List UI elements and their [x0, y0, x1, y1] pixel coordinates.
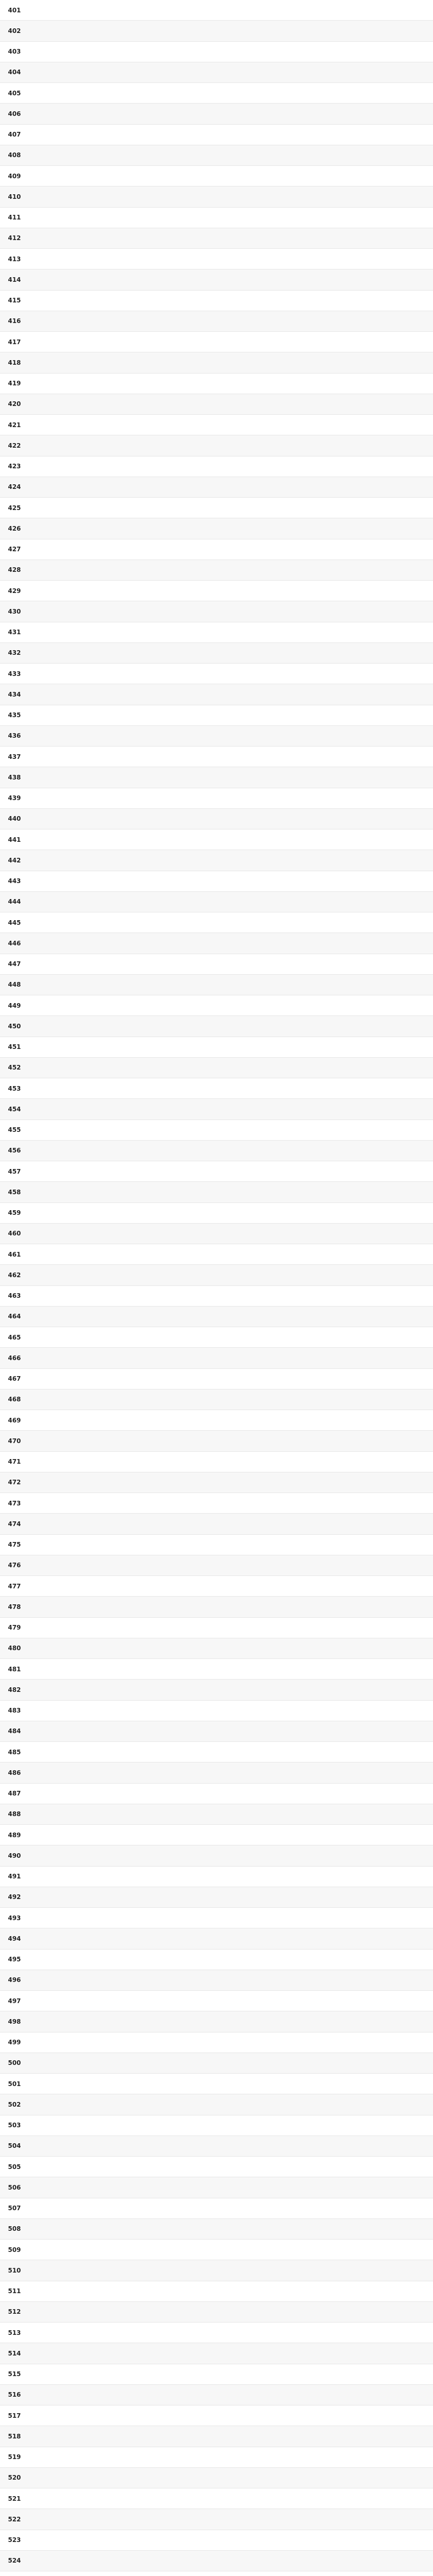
table-row — [0, 2468, 433, 2488]
rank-cell: 505 — [8, 2163, 21, 2171]
table-row — [0, 1369, 433, 1389]
table-row — [0, 2364, 433, 2385]
rank-cell: 418 — [8, 359, 21, 366]
rank-cell: 404 — [8, 69, 21, 76]
rank-cell: 436 — [8, 732, 21, 740]
rank-cell: 442 — [8, 856, 21, 864]
table-row — [0, 1203, 433, 1224]
rank-cell: 485 — [8, 1748, 21, 1756]
table-row — [0, 83, 433, 104]
rank-cell: 508 — [8, 2225, 21, 2233]
rank-cell: 421 — [8, 421, 21, 429]
rank-cell: 432 — [8, 649, 21, 657]
rank-cell: 426 — [8, 524, 21, 532]
rank-cell: 403 — [8, 48, 21, 56]
table-row — [0, 2385, 433, 2405]
rank-cell: 476 — [8, 1562, 21, 1569]
rank-cell: 515 — [8, 2370, 21, 2378]
rank-cell: 495 — [8, 1956, 21, 1963]
rank-cell: 482 — [8, 1686, 21, 1693]
rank-cell: 484 — [8, 1727, 21, 1735]
table-row — [0, 1099, 433, 1120]
rank-cell: 517 — [8, 2412, 21, 2419]
table-row — [0, 871, 433, 892]
table-row — [0, 1762, 433, 1783]
table-row — [0, 1721, 433, 1742]
table-row — [0, 166, 433, 187]
table-row — [0, 2302, 433, 2323]
table-row — [0, 912, 433, 933]
table-row — [0, 1950, 433, 1970]
rank-cell: 466 — [8, 1354, 21, 1362]
table-row — [0, 829, 433, 850]
table-row — [0, 1327, 433, 1348]
rank-cell: 487 — [8, 1790, 21, 1798]
rank-cell: 524 — [8, 2557, 21, 2565]
table-row — [0, 1307, 433, 1327]
table-row — [0, 1555, 433, 1576]
table-row — [0, 1452, 433, 1472]
rank-cell: 509 — [8, 2246, 21, 2253]
table-row — [0, 1659, 433, 1680]
rank-cell: 449 — [8, 1002, 21, 1009]
table-row — [0, 62, 433, 83]
table-row — [0, 291, 433, 311]
table-row — [0, 269, 433, 290]
rank-cell: 521 — [8, 2495, 21, 2502]
table-row — [0, 581, 433, 601]
rank-cell: 493 — [8, 1914, 21, 1922]
table-row — [0, 228, 433, 249]
rank-cell: 430 — [8, 607, 21, 615]
table-row — [0, 2551, 433, 2571]
table-row — [0, 995, 433, 1016]
rank-cell: 500 — [8, 2059, 21, 2067]
rank-cell: 491 — [8, 1873, 21, 1880]
table-row — [0, 1078, 433, 1099]
table-row — [0, 352, 433, 373]
table-row — [0, 1141, 433, 1161]
rank-cell: 477 — [8, 1582, 21, 1590]
rank-cell: 461 — [8, 1250, 21, 1258]
rank-cell: 417 — [8, 338, 21, 346]
rank-cell: 519 — [8, 2453, 21, 2461]
table-row — [0, 747, 433, 767]
table-row — [0, 2198, 433, 2219]
rank-cell: 451 — [8, 1043, 21, 1051]
rank-cell: 419 — [8, 380, 21, 387]
table-row — [0, 477, 433, 498]
rank-cell: 410 — [8, 193, 21, 200]
table-row — [0, 1991, 433, 2011]
rank-cell: 433 — [8, 670, 21, 677]
rank-cell: 520 — [8, 2474, 21, 2482]
table-row — [0, 1845, 433, 1866]
table-row — [0, 2509, 433, 2530]
rank-cell: 468 — [8, 1396, 21, 1403]
table-row — [0, 2032, 433, 2053]
rank-cell: 506 — [8, 2183, 21, 2191]
table-row — [0, 2177, 433, 2198]
rank-cell: 483 — [8, 1707, 21, 1715]
rank-cell: 438 — [8, 773, 21, 781]
rank-cell: 412 — [8, 234, 21, 242]
rank-cell: 450 — [8, 1022, 21, 1030]
rank-cell: 413 — [8, 255, 21, 263]
table-row — [0, 2136, 433, 2157]
table-row — [0, 332, 433, 352]
table-row — [0, 456, 433, 477]
rank-cell: 471 — [8, 1458, 21, 1466]
table-row — [0, 1431, 433, 1451]
rank-cell: 452 — [8, 1064, 21, 1072]
table-row — [0, 1701, 433, 1721]
table-row — [0, 2488, 433, 2509]
table-row — [0, 374, 433, 394]
table-row — [0, 664, 433, 684]
table-row — [0, 21, 433, 41]
rank-cell: 502 — [8, 2100, 21, 2108]
table-row — [0, 1016, 433, 1037]
rank-cell: 408 — [8, 151, 21, 159]
rank-cell: 497 — [8, 1997, 21, 2005]
table-row — [0, 1244, 433, 1265]
rank-cell: 512 — [8, 2308, 21, 2316]
rank-cell: 479 — [8, 1624, 21, 1632]
rank-cell: 474 — [8, 1520, 21, 1528]
table-row — [0, 145, 433, 166]
table-row — [0, 1597, 433, 1617]
rank-cell: 467 — [8, 1375, 21, 1383]
table-row — [0, 2094, 433, 2115]
table-row — [0, 643, 433, 664]
rank-cell: 516 — [8, 2391, 21, 2399]
rank-cell: 465 — [8, 1333, 21, 1341]
rank-cell: 501 — [8, 2080, 21, 2088]
table-row — [0, 1928, 433, 1949]
table-row — [0, 1804, 433, 1825]
rank-cell: 428 — [8, 566, 21, 574]
rank-cell: 518 — [8, 2432, 21, 2440]
table-row — [0, 622, 433, 643]
rank-cell: 423 — [8, 463, 21, 470]
table-row — [0, 498, 433, 518]
rank-cell: 454 — [8, 1105, 21, 1113]
rank-cell: 444 — [8, 898, 21, 906]
table-row — [0, 187, 433, 207]
rank-cell: 427 — [8, 546, 21, 553]
table-row — [0, 954, 433, 975]
rank-cell: 478 — [8, 1603, 21, 1611]
table-row — [0, 1265, 433, 1285]
rank-cell: 470 — [8, 1437, 21, 1445]
rank-cell: 492 — [8, 1893, 21, 1901]
table-row — [0, 1514, 433, 1534]
table-row — [0, 2426, 433, 2447]
table-row — [0, 892, 433, 912]
table-row — [0, 1389, 433, 1410]
table-row — [0, 2447, 433, 2468]
table-row — [0, 42, 433, 62]
rank-cell: 472 — [8, 1479, 21, 1486]
rank-cell: 425 — [8, 504, 21, 512]
rank-cell: 498 — [8, 2018, 21, 2025]
rank-cell: 523 — [8, 2536, 21, 2544]
rank-cell: 514 — [8, 2349, 21, 2357]
rank-cell: 424 — [8, 483, 21, 491]
table-row — [0, 933, 433, 954]
rank-cell: 499 — [8, 2039, 21, 2046]
table-row — [0, 1825, 433, 1845]
table-row — [0, 1887, 433, 1908]
rank-cell: 445 — [8, 919, 21, 926]
table-row — [0, 601, 433, 622]
rank-cell: 469 — [8, 1416, 21, 1424]
rank-cell: 409 — [8, 172, 21, 180]
table-row — [0, 788, 433, 809]
table-row — [0, 850, 433, 871]
table-row — [0, 2343, 433, 2364]
table-row — [0, 518, 433, 539]
table-row — [0, 2074, 433, 2094]
rank-cell: 431 — [8, 629, 21, 636]
table-row — [0, 2281, 433, 2302]
rank-cell: 459 — [8, 1209, 21, 1217]
rank-cell: 522 — [8, 2515, 21, 2523]
rank-cell: 415 — [8, 297, 21, 304]
rank-cell: 406 — [8, 110, 21, 117]
rank-cell: 407 — [8, 131, 21, 139]
table-row — [0, 2323, 433, 2343]
table-row — [0, 2571, 433, 2576]
rank-cell: 513 — [8, 2329, 21, 2336]
table-row — [0, 1224, 433, 1244]
table-row — [0, 0, 433, 21]
table-row — [0, 1058, 433, 1078]
rank-cell: 435 — [8, 711, 21, 719]
table-row — [0, 394, 433, 415]
table-row — [0, 560, 433, 581]
rank-cell: 507 — [8, 2205, 21, 2212]
rank-cell: 457 — [8, 1167, 21, 1175]
table-row — [0, 1576, 433, 1597]
table-row — [0, 415, 433, 435]
table-row — [0, 975, 433, 995]
table-row — [0, 249, 433, 269]
rank-cell: 401 — [8, 6, 21, 14]
rank-cell: 420 — [8, 400, 21, 408]
table-row — [0, 2157, 433, 2177]
table-row — [0, 311, 433, 332]
rank-cell: 462 — [8, 1271, 21, 1279]
table-row — [0, 1970, 433, 1991]
rank-cell: 416 — [8, 317, 21, 325]
rank-cell: 488 — [8, 1810, 21, 1818]
rank-cell: 405 — [8, 89, 21, 97]
rank-cell: 439 — [8, 794, 21, 802]
rank-cell: 456 — [8, 1147, 21, 1155]
rank-cell: 460 — [8, 1230, 21, 1238]
table-row — [0, 726, 433, 747]
rank-cell: 446 — [8, 939, 21, 947]
rank-cell: 510 — [8, 2266, 21, 2274]
table-row — [0, 1286, 433, 1307]
rank-cell: 411 — [8, 214, 21, 222]
rank-cell: 402 — [8, 27, 21, 35]
rank-cell: 475 — [8, 1541, 21, 1549]
table-row — [0, 1908, 433, 1928]
rank-cell: 480 — [8, 1645, 21, 1652]
rank-cell: 490 — [8, 1852, 21, 1859]
rank-cell: 489 — [8, 1831, 21, 1839]
table-row — [0, 684, 433, 705]
table-row — [0, 705, 433, 726]
table-row — [0, 1638, 433, 1659]
rank-cell: 458 — [8, 1188, 21, 1196]
table-row — [0, 1348, 433, 1368]
table-row — [0, 539, 433, 560]
table-row — [0, 2115, 433, 2136]
rank-cell: 443 — [8, 877, 21, 885]
table-row — [0, 1161, 433, 1182]
table-row — [0, 1867, 433, 1887]
table-row — [0, 1037, 433, 1058]
table-row — [0, 1182, 433, 1202]
table-row — [0, 2011, 433, 2032]
table-row — [0, 1784, 433, 1804]
table-row — [0, 1472, 433, 1493]
rank-cell: 448 — [8, 981, 21, 989]
table-row — [0, 1493, 433, 1514]
table-row — [0, 1618, 433, 1638]
table-row — [0, 2405, 433, 2426]
rank-cell: 414 — [8, 276, 21, 283]
rank-cell: 504 — [8, 2142, 21, 2150]
table-row — [0, 2219, 433, 2240]
table-row — [0, 2530, 433, 2551]
table-row — [0, 1410, 433, 1431]
table-row — [0, 435, 433, 456]
table-row — [0, 2260, 433, 2281]
rank-cell: 455 — [8, 1126, 21, 1134]
rank-cell: 464 — [8, 1313, 21, 1320]
rank-cell: 434 — [8, 690, 21, 698]
table-row — [0, 125, 433, 145]
rank-cell: 494 — [8, 1935, 21, 1942]
table-row — [0, 767, 433, 788]
rank-cell: 429 — [8, 587, 21, 595]
rank-cell: 496 — [8, 1976, 21, 1984]
table-row — [0, 2240, 433, 2260]
table-row — [0, 809, 433, 829]
table-row — [0, 1120, 433, 1141]
rank-cell: 503 — [8, 2122, 21, 2129]
table-row — [0, 208, 433, 228]
rank-cell: 422 — [8, 442, 21, 449]
rank-cell: 441 — [8, 836, 21, 843]
rank-cell: 473 — [8, 1499, 21, 1507]
rank-cell: 511 — [8, 2287, 21, 2295]
table-row — [0, 2053, 433, 2074]
rank-cell: 440 — [8, 815, 21, 823]
rank-cell: 453 — [8, 1084, 21, 1092]
rank-cell: 481 — [8, 1665, 21, 1673]
table-row — [0, 1535, 433, 1555]
table-row — [0, 1742, 433, 1762]
table-row — [0, 104, 433, 124]
rank-cell: 486 — [8, 1769, 21, 1776]
rank-cell: 437 — [8, 753, 21, 760]
table-row — [0, 1680, 433, 1700]
rank-cell: 447 — [8, 960, 21, 968]
rank-cell: 463 — [8, 1292, 21, 1300]
